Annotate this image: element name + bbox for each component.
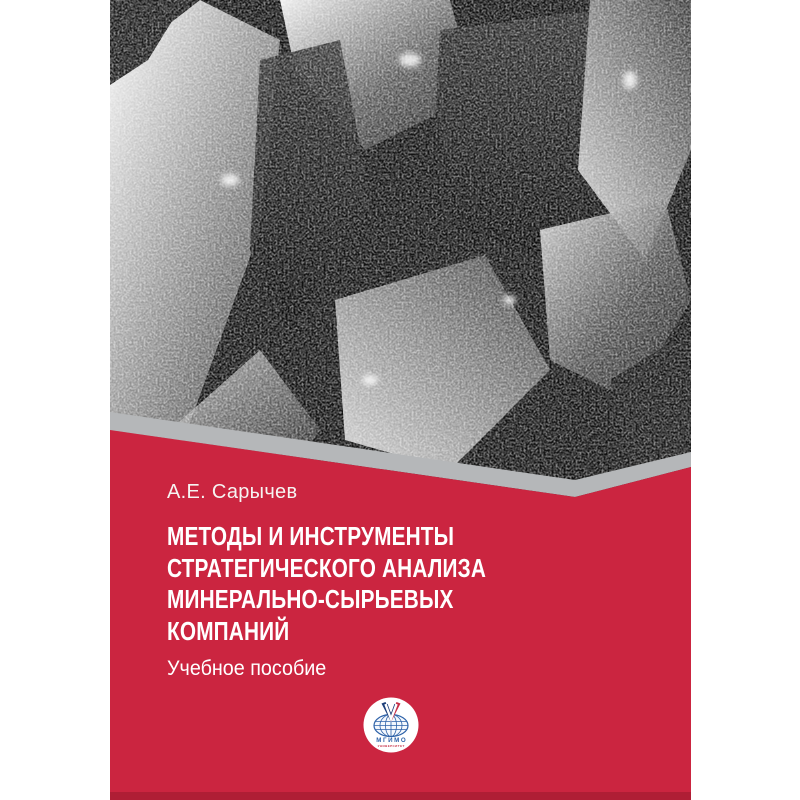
- title-line: СТРАТЕГИЧЕСКОГО АНАЛИЗА: [167, 552, 487, 583]
- book-title: [167, 521, 486, 648]
- cover-bottom-shadow: [110, 792, 691, 800]
- logo-university-label: УНИВЕРСИТЕТ: [377, 744, 405, 748]
- publisher-logo: [363, 697, 419, 753]
- logo-acronym: МГИМО: [376, 737, 408, 744]
- title-line: МИНЕРАЛЬНО-СЫРЬЕВЫХ: [167, 584, 454, 615]
- book-cover: [110, 0, 691, 800]
- author-name: А.Е. Сарычев: [167, 481, 298, 503]
- title-line: КОМПАНИЙ: [167, 616, 290, 647]
- book-subtitle: Учебное пособие: [167, 657, 327, 680]
- cover-background: [110, 0, 691, 800]
- title-line: МЕТОДЫ И ИНСТРУМЕНТЫ: [167, 521, 455, 551]
